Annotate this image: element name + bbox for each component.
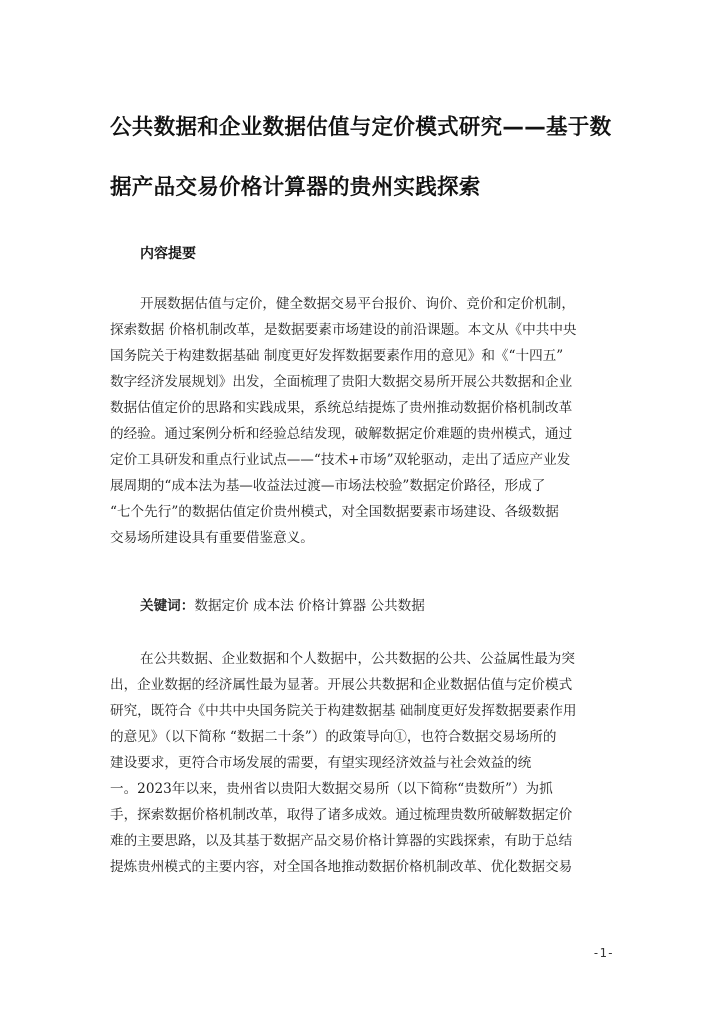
body-line: 在公共数据、企业数据和个人数据中，公共数据的公共、公益属性最为突 bbox=[140, 651, 575, 667]
page-number: -1- bbox=[592, 946, 614, 960]
keywords-line bbox=[140, 594, 425, 614]
keywords-text: 数据定价 成本法 价格计算器 公共数据 bbox=[194, 598, 425, 614]
body-line: 提炼贵州模式的主要内容，对全国各地推动数据价格机制改革、优化数据交易 bbox=[110, 859, 573, 875]
abstract-heading: 内容提要 bbox=[140, 246, 196, 262]
keywords-label: 关键词： bbox=[140, 598, 195, 614]
abstract-line: 展周期的“成本法为基—收益法过渡—市场法校验”数据定价路径，形成了 bbox=[110, 478, 546, 494]
body-paragraph bbox=[110, 646, 620, 880]
document-title-line-1: 公共数据和企业数据估值与定价模式研究——基于数 bbox=[110, 115, 612, 140]
abstract-line: 开展数据估值与定价，健全数据交易平台报价、询价、竞价和定价机制， bbox=[140, 296, 575, 312]
body-line: 研究，既符合《中共中央国务院关于构建数据基 础制度更好发挥数据要素作用 bbox=[110, 703, 577, 719]
document-title-line-2: 据产品交易价格计算器的贵州实践探索 bbox=[110, 175, 481, 200]
body-line: 一。2023年以来，贵州省以贵阳大数据交易所（以下简称“贵数所”）为抓 bbox=[110, 781, 553, 797]
abstract-line: 探索数据 价格机制改革，是数据要素市场建设的前沿课题。本文从《中共中央 bbox=[110, 322, 577, 338]
body-line: 建设要求，更符合市场发展的需要，有望实现经济效益与社会效益的统 bbox=[110, 755, 532, 771]
body-line: 手，探索数据价格机制改革，取得了诸多成效。通过梳理贵数所破解数据定价 bbox=[110, 807, 573, 823]
abstract-line: 定价工具研发和重点行业试点——“技术+市场”双轮驱动，走出了适应产业发 bbox=[110, 452, 571, 468]
abstract-line: 交易场所建设具有重要借鉴意义。 bbox=[110, 530, 314, 546]
abstract-line: 国务院关于构建数据基础 制度更好发挥数据要素作用的意见》和《“十四五” bbox=[110, 348, 564, 364]
abstract-line: 数字经济发展规划》出发，全面梳理了贵阳大数据交易所开展公共数据和企业 bbox=[110, 374, 573, 390]
abstract-line: “七个先行”的数据估值定价贵州模式，对全国数据要素市场建设、各级数据 bbox=[110, 504, 559, 520]
body-line: 的意见》（以下简称 “数据二十条”）的政策导向①，也符合数据交易场所的 bbox=[110, 729, 557, 745]
abstract-line: 的经验。通过案例分析和经验总结发现，破解数据定价难题的贵州模式，通过 bbox=[110, 426, 573, 442]
body-line: 出，企业数据的经济属性最为显著。开展公共数据和企业数据估值与定价模式 bbox=[110, 677, 573, 693]
abstract-paragraph bbox=[110, 291, 620, 551]
abstract-line: 数据估值定价的思路和实践成果，系统总结提炼了贵州推动数据价格机制改革 bbox=[110, 400, 573, 416]
body-line: 难的主要思路，以及其基于数据产品交易价格计算器的实践探索，有助于总结 bbox=[110, 833, 573, 849]
